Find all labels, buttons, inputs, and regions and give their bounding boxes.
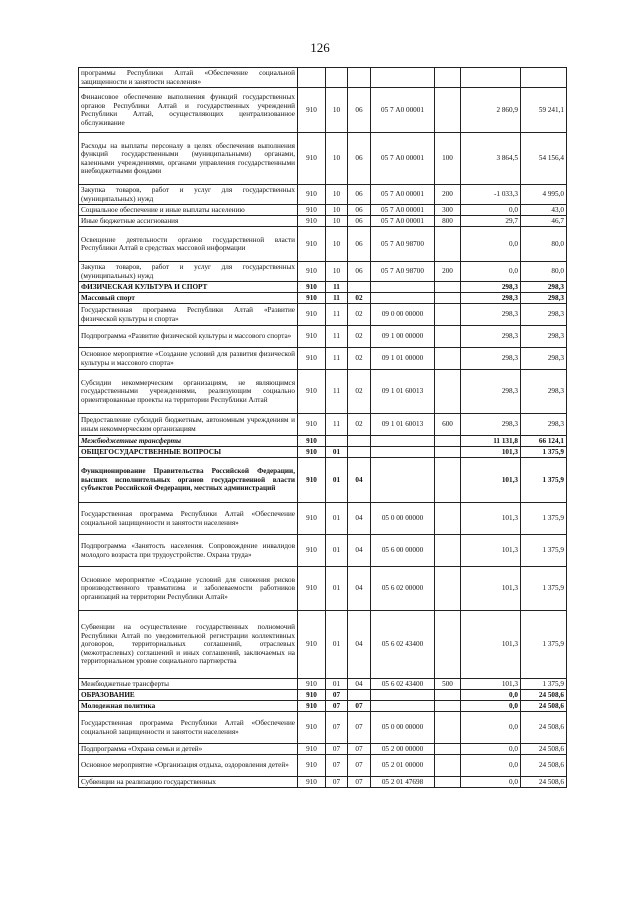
table-row xyxy=(79,777,567,788)
subsection-code: 07 xyxy=(348,777,371,788)
amount-total xyxy=(521,68,567,88)
amount-change: 298,3 xyxy=(461,282,521,293)
table-row xyxy=(79,503,567,535)
subsection-code: 06 xyxy=(348,205,371,216)
amount-total: 1 375,9 xyxy=(521,611,567,679)
row-description: ФИЗИЧЕСКАЯ КУЛЬТУРА И СПОРТ xyxy=(79,282,298,293)
expense-type-code xyxy=(435,611,461,679)
subsection-code: 07 xyxy=(348,701,371,712)
admin-code: 910 xyxy=(298,262,326,282)
expense-type-code xyxy=(435,88,461,133)
subsection-code: 04 xyxy=(348,679,371,690)
expense-type-code xyxy=(435,567,461,611)
row-description: Субвенции на реализацию государственных xyxy=(79,777,298,788)
section-code: 11 xyxy=(326,370,348,414)
admin-code: 910 xyxy=(298,227,326,262)
subsection-code: 04 xyxy=(348,503,371,535)
admin-code: 910 xyxy=(298,414,326,436)
target-article-code: 05 2 01 00000 xyxy=(371,755,435,777)
row-description: Основное мероприятие «Создание условий для снижения рисков производственного травматизма и заболеваемости работников организаций на территории Республики Алтай» xyxy=(79,567,298,611)
amount-total: 43,0 xyxy=(521,205,567,216)
row-description: Государственная программа Республики Алтай «Обеспечение социальной защищенности и занятости населения» xyxy=(79,503,298,535)
section-code: 01 xyxy=(326,567,348,611)
admin-code: 910 xyxy=(298,535,326,567)
amount-total: 24 508,6 xyxy=(521,712,567,744)
section-code: 01 xyxy=(326,679,348,690)
row-description: Межбюджетные трансферты xyxy=(79,679,298,690)
admin-code: 910 xyxy=(298,216,326,227)
admin-code: 910 xyxy=(298,611,326,679)
expense-type-code xyxy=(435,227,461,262)
subsection-code: 07 xyxy=(348,712,371,744)
amount-change: 0,0 xyxy=(461,205,521,216)
amount-change: 298,3 xyxy=(461,293,521,304)
row-description: Субсидии некоммерческим организациям, не являющимся государственными учреждениями, реализующим социально ориентированные проекты на территории Республики Алтай xyxy=(79,370,298,414)
admin-code: 910 xyxy=(298,712,326,744)
row-description: программы Республики Алтай «Обеспечение социальной защищенности и занятости населения» xyxy=(79,68,298,88)
target-article-code: 05 2 01 47698 xyxy=(371,777,435,788)
admin-code: 910 xyxy=(298,701,326,712)
admin-code: 910 xyxy=(298,744,326,755)
section-code: 07 xyxy=(326,777,348,788)
subsection-code: 02 xyxy=(348,414,371,436)
target-article-code: 05 6 02 00000 xyxy=(371,567,435,611)
table-row xyxy=(79,755,567,777)
target-article-code: 05 7 А0 00001 xyxy=(371,88,435,133)
target-article-code xyxy=(371,282,435,293)
section-code: 07 xyxy=(326,744,348,755)
expense-type-code: 100 xyxy=(435,133,461,185)
row-description: Подпрограмма «Охрана семьи и детей» xyxy=(79,744,298,755)
amount-total: 1 375,9 xyxy=(521,567,567,611)
amount-total: 1 375,9 xyxy=(521,503,567,535)
section-code: 07 xyxy=(326,755,348,777)
section-code xyxy=(326,68,348,88)
subsection-code: 06 xyxy=(348,227,371,262)
subsection-code: 02 xyxy=(348,326,371,348)
section-code: 10 xyxy=(326,205,348,216)
row-description: Межбюджетные трансферты xyxy=(79,436,298,447)
expense-type-code: 800 xyxy=(435,216,461,227)
subsection-code xyxy=(348,436,371,447)
amount-change: 101,3 xyxy=(461,679,521,690)
admin-code: 910 xyxy=(298,679,326,690)
amount-total: 54 156,4 xyxy=(521,133,567,185)
section-code: 11 xyxy=(326,326,348,348)
expense-type-code xyxy=(435,370,461,414)
subsection-code: 06 xyxy=(348,262,371,282)
target-article-code: 05 2 00 00000 xyxy=(371,744,435,755)
section-code: 01 xyxy=(326,503,348,535)
row-description: Молодежная политика xyxy=(79,701,298,712)
row-description: ОБРАЗОВАНИЕ xyxy=(79,690,298,701)
table-row xyxy=(79,567,567,611)
amount-total: 46,7 xyxy=(521,216,567,227)
expense-type-code xyxy=(435,690,461,701)
admin-code: 910 xyxy=(298,304,326,326)
amount-change: 101,3 xyxy=(461,611,521,679)
amount-total: 24 508,6 xyxy=(521,690,567,701)
amount-total: 80,0 xyxy=(521,262,567,282)
amount-total: 298,3 xyxy=(521,348,567,370)
amount-change: 0,0 xyxy=(461,262,521,282)
amount-change: 101,3 xyxy=(461,447,521,458)
amount-total: 298,3 xyxy=(521,293,567,304)
row-description: Освещение деятельности органов государственной власти Республики Алтай в средствах массовой информации xyxy=(79,227,298,262)
amount-change xyxy=(461,68,521,88)
admin-code: 910 xyxy=(298,690,326,701)
subsection-code xyxy=(348,68,371,88)
table-row xyxy=(79,370,567,414)
target-article-code xyxy=(371,293,435,304)
subsection-code: 02 xyxy=(348,293,371,304)
admin-code: 910 xyxy=(298,205,326,216)
admin-code: 910 xyxy=(298,370,326,414)
row-description: Основное мероприятие «Создание условий для развития физической культуры и массового спорта» xyxy=(79,348,298,370)
section-code: 07 xyxy=(326,701,348,712)
admin-code xyxy=(298,68,326,88)
subsection-code: 06 xyxy=(348,133,371,185)
amount-change: 101,3 xyxy=(461,535,521,567)
expense-type-code xyxy=(435,777,461,788)
expense-type-code xyxy=(435,744,461,755)
expense-type-code xyxy=(435,282,461,293)
row-description: Основное мероприятие «Организация отдыха, оздоровления детей» xyxy=(79,755,298,777)
amount-total: 24 508,6 xyxy=(521,701,567,712)
expense-type-code xyxy=(435,535,461,567)
target-article-code: 05 7 А0 00001 xyxy=(371,185,435,205)
admin-code: 910 xyxy=(298,436,326,447)
expense-type-code xyxy=(435,304,461,326)
amount-total: 4 995,0 xyxy=(521,185,567,205)
amount-change: 101,3 xyxy=(461,458,521,503)
table-row xyxy=(79,744,567,755)
section-code: 01 xyxy=(326,447,348,458)
subsection-code: 02 xyxy=(348,370,371,414)
section-code: 10 xyxy=(326,185,348,205)
section-code: 10 xyxy=(326,262,348,282)
subsection-code: 02 xyxy=(348,304,371,326)
expense-type-code: 300 xyxy=(435,205,461,216)
row-description: Субвенции на осуществление государственных полномочий Республики Алтай по уведомительной регистрации коллективных договоров, территориальных соглашений, отраслевых (межотраслевых) соглашений и иных соглашений, заключаемых на территориальном уровне социального партнерства xyxy=(79,611,298,679)
target-article-code: 09 1 00 00000 xyxy=(371,326,435,348)
section-code: 11 xyxy=(326,414,348,436)
target-article-code xyxy=(371,68,435,88)
table-row xyxy=(79,679,567,690)
target-article-code: 05 6 00 00000 xyxy=(371,535,435,567)
amount-change: 0,0 xyxy=(461,701,521,712)
target-article-code xyxy=(371,447,435,458)
admin-code: 910 xyxy=(298,133,326,185)
amount-total: 24 508,6 xyxy=(521,755,567,777)
target-article-code xyxy=(371,436,435,447)
budget-table xyxy=(78,67,567,788)
expense-type-code xyxy=(435,458,461,503)
amount-total: 1 375,9 xyxy=(521,679,567,690)
row-description: Подпрограмма «Развитие физической культуры и массового спорта» xyxy=(79,326,298,348)
table-row xyxy=(79,690,567,701)
row-description: Подпрограмма «Занятость населения. Сопровождение инвалидов молодого возраста при трудоустройстве. Охрана труда» xyxy=(79,535,298,567)
subsection-code: 07 xyxy=(348,744,371,755)
section-code: 10 xyxy=(326,216,348,227)
subsection-code: 07 xyxy=(348,755,371,777)
table-row xyxy=(79,133,567,185)
section-code: 07 xyxy=(326,690,348,701)
amount-total: 59 241,1 xyxy=(521,88,567,133)
table-row xyxy=(79,304,567,326)
expense-type-code xyxy=(435,326,461,348)
admin-code: 910 xyxy=(298,567,326,611)
admin-code: 910 xyxy=(298,282,326,293)
row-description: Закупка товаров, работ и услуг для государственных (муниципальных) нужд xyxy=(79,185,298,205)
amount-change: 298,3 xyxy=(461,348,521,370)
expense-type-code xyxy=(435,503,461,535)
expense-type-code xyxy=(435,755,461,777)
target-article-code xyxy=(371,690,435,701)
amount-change: 29,7 xyxy=(461,216,521,227)
subsection-code: 04 xyxy=(348,535,371,567)
admin-code: 910 xyxy=(298,293,326,304)
amount-change: 298,3 xyxy=(461,370,521,414)
target-article-code: 05 7 А0 00001 xyxy=(371,133,435,185)
row-description: Функционирование Правительства Российской Федерации, высших исполнительных органов государственной власти субъектов Российской Федерации, местных администраций xyxy=(79,458,298,503)
admin-code: 910 xyxy=(298,185,326,205)
target-article-code: 05 6 02 43400 xyxy=(371,611,435,679)
target-article-code: 09 1 01 60013 xyxy=(371,414,435,436)
subsection-code: 02 xyxy=(348,348,371,370)
row-description: Закупка товаров, работ и услуг для государственных (муниципальных) нужд xyxy=(79,262,298,282)
row-description: Расходы на выплаты персоналу в целях обеспечения выполнения функций государственными (муниципальными) органами, казенными учреждениями, органами управления государственными внебюджетными фондами xyxy=(79,133,298,185)
expense-type-code xyxy=(435,701,461,712)
table-row xyxy=(79,68,567,88)
table-row xyxy=(79,447,567,458)
section-code: 07 xyxy=(326,712,348,744)
expense-type-code xyxy=(435,447,461,458)
section-code: 11 xyxy=(326,348,348,370)
admin-code: 910 xyxy=(298,777,326,788)
table-row xyxy=(79,227,567,262)
table-row xyxy=(79,535,567,567)
table-row xyxy=(79,282,567,293)
expense-type-code xyxy=(435,348,461,370)
table-row xyxy=(79,205,567,216)
amount-change: 298,3 xyxy=(461,414,521,436)
amount-total: 298,3 xyxy=(521,370,567,414)
row-description: Государственная программа Республики Алтай «Обеспечение социальной защищенности и занятости населения» xyxy=(79,712,298,744)
target-article-code: 05 7 А0 00001 xyxy=(371,216,435,227)
expense-type-code: 600 xyxy=(435,414,461,436)
table-row xyxy=(79,185,567,205)
amount-total: 298,3 xyxy=(521,414,567,436)
amount-total: 1 375,9 xyxy=(521,447,567,458)
target-article-code: 05 0 00 00000 xyxy=(371,712,435,744)
amount-change: 0,0 xyxy=(461,777,521,788)
row-description: Финансовое обеспечение выполнения функций государственных органов Республики Алтай и государственных учреждений Республики Алтай, осуществляющих централизованное обслуживание xyxy=(79,88,298,133)
amount-change: 298,3 xyxy=(461,304,521,326)
subsection-code: 06 xyxy=(348,88,371,133)
section-code: 11 xyxy=(326,293,348,304)
admin-code: 910 xyxy=(298,458,326,503)
row-description: Государственная программа Республики Алтай «Развитие физической культуры и спорта» xyxy=(79,304,298,326)
amount-total: 1 375,9 xyxy=(521,458,567,503)
amount-total: 66 124,1 xyxy=(521,436,567,447)
amount-change: 101,3 xyxy=(461,503,521,535)
subsection-code xyxy=(348,282,371,293)
target-article-code: 05 7 А0 98700 xyxy=(371,227,435,262)
expense-type-code xyxy=(435,293,461,304)
table-row xyxy=(79,348,567,370)
table-row xyxy=(79,88,567,133)
section-code: 10 xyxy=(326,88,348,133)
table-row xyxy=(79,701,567,712)
expense-type-code xyxy=(435,712,461,744)
table-row xyxy=(79,262,567,282)
target-article-code: 05 7 А0 00001 xyxy=(371,205,435,216)
table-row xyxy=(79,216,567,227)
target-article-code: 09 1 01 60013 xyxy=(371,370,435,414)
subsection-code: 04 xyxy=(348,611,371,679)
amount-change: -1 033,3 xyxy=(461,185,521,205)
section-code: 10 xyxy=(326,227,348,262)
section-code xyxy=(326,436,348,447)
target-article-code: 05 6 02 43400 xyxy=(371,679,435,690)
table-row xyxy=(79,414,567,436)
table-row xyxy=(79,458,567,503)
amount-change: 0,0 xyxy=(461,744,521,755)
admin-code: 910 xyxy=(298,503,326,535)
expense-type-code: 500 xyxy=(435,679,461,690)
table-row xyxy=(79,293,567,304)
amount-change: 3 864,5 xyxy=(461,133,521,185)
subsection-code: 06 xyxy=(348,185,371,205)
target-article-code: 05 0 00 00000 xyxy=(371,503,435,535)
expense-type-code xyxy=(435,436,461,447)
amount-change: 0,0 xyxy=(461,690,521,701)
admin-code: 910 xyxy=(298,348,326,370)
admin-code: 910 xyxy=(298,447,326,458)
amount-total: 298,3 xyxy=(521,304,567,326)
section-code: 11 xyxy=(326,282,348,293)
amount-change: 0,0 xyxy=(461,712,521,744)
row-description: Иные бюджетные ассигнования xyxy=(79,216,298,227)
amount-change: 0,0 xyxy=(461,227,521,262)
section-code: 10 xyxy=(326,133,348,185)
subsection-code: 06 xyxy=(348,216,371,227)
amount-total: 298,3 xyxy=(521,326,567,348)
section-code: 11 xyxy=(326,304,348,326)
amount-total: 24 508,6 xyxy=(521,744,567,755)
amount-change: 298,3 xyxy=(461,326,521,348)
subsection-code xyxy=(348,690,371,701)
expense-type-code xyxy=(435,68,461,88)
admin-code: 910 xyxy=(298,326,326,348)
target-article-code xyxy=(371,701,435,712)
table-row xyxy=(79,611,567,679)
subsection-code: 04 xyxy=(348,458,371,503)
row-description: Предоставление субсидий бюджетным, автономным учреждениям и иным некоммерческим организациям xyxy=(79,414,298,436)
subsection-code: 04 xyxy=(348,567,371,611)
subsection-code xyxy=(348,447,371,458)
section-code: 01 xyxy=(326,611,348,679)
amount-change: 2 860,9 xyxy=(461,88,521,133)
row-description: Социальное обеспечение и иные выплаты населению xyxy=(79,205,298,216)
amount-change: 101,3 xyxy=(461,567,521,611)
section-code: 01 xyxy=(326,535,348,567)
page-number: 126 xyxy=(310,40,330,55)
target-article-code: 05 7 А0 98700 xyxy=(371,262,435,282)
amount-total: 24 508,6 xyxy=(521,777,567,788)
table-row xyxy=(79,436,567,447)
amount-total: 80,0 xyxy=(521,227,567,262)
target-article-code: 09 1 01 00000 xyxy=(371,348,435,370)
target-article-code: 09 0 00 00000 xyxy=(371,304,435,326)
table-row xyxy=(79,326,567,348)
table-row xyxy=(79,712,567,744)
expense-type-code: 200 xyxy=(435,185,461,205)
amount-change: 0,0 xyxy=(461,755,521,777)
row-description: Массовый спорт xyxy=(79,293,298,304)
admin-code: 910 xyxy=(298,88,326,133)
admin-code: 910 xyxy=(298,755,326,777)
amount-change: 11 131,8 xyxy=(461,436,521,447)
target-article-code xyxy=(371,458,435,503)
amount-total: 298,3 xyxy=(521,282,567,293)
amount-total: 1 375,9 xyxy=(521,535,567,567)
section-code: 01 xyxy=(326,458,348,503)
expense-type-code: 200 xyxy=(435,262,461,282)
row-description: ОБЩЕГОСУДАРСТВЕННЫЕ ВОПРОСЫ xyxy=(79,447,298,458)
